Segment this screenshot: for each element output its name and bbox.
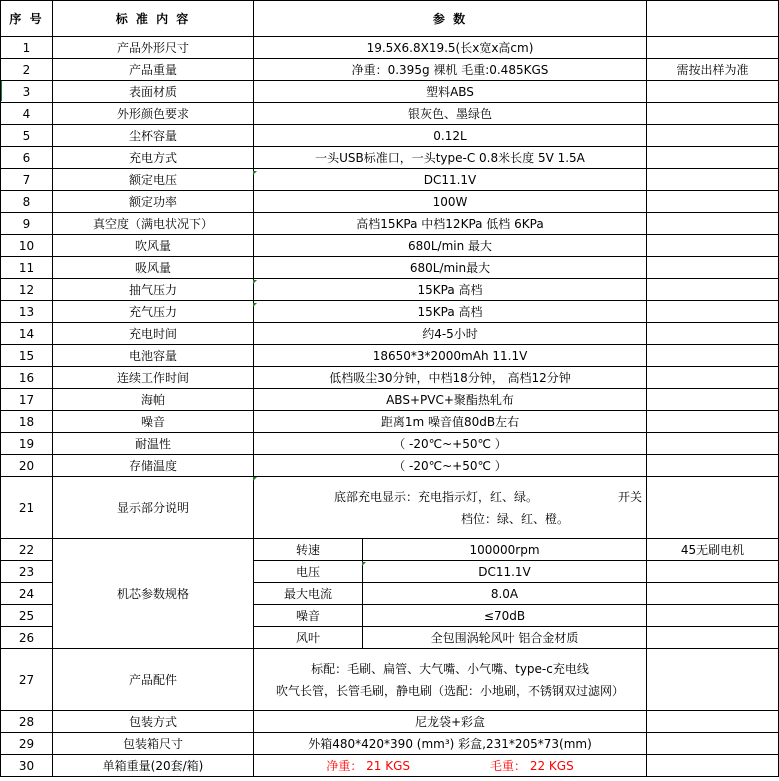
- row-number: 4: [1, 103, 53, 125]
- row-value: DC11.1V: [254, 169, 647, 191]
- row-value: 680L/min 最大: [254, 235, 647, 257]
- row-note: [647, 605, 779, 627]
- motor-label: 机芯参数规格: [53, 539, 254, 649]
- row-number: 26: [1, 627, 53, 649]
- row-value: 约4-5小时: [254, 323, 647, 345]
- motor-note: 45无刷电机: [647, 539, 779, 561]
- row-number: 2: [1, 59, 53, 81]
- motor-value: ≤70dB: [363, 605, 647, 627]
- spec-row: [1, 169, 779, 191]
- row-note: [647, 389, 779, 411]
- display-gear-text: 档位：绿、红、橙。: [460, 511, 569, 526]
- row-number: 7: [1, 169, 53, 191]
- row-number: 20: [1, 455, 53, 477]
- row-value: （ -20℃~+50℃ ）: [254, 455, 647, 477]
- row-number: 16: [1, 367, 53, 389]
- row-note: [647, 711, 779, 733]
- display-line-1: [254, 486, 646, 508]
- accessories-list: [254, 649, 647, 711]
- motor-value: 100000rpm: [363, 539, 647, 561]
- spec-row: [1, 37, 779, 59]
- row-number: 9: [1, 213, 53, 235]
- cell-marker-icon: [253, 303, 257, 307]
- net-weight: 净重： 21 KGS: [326, 758, 410, 773]
- row-note: [647, 191, 779, 213]
- row-value: 银灰色、墨绿色: [254, 103, 647, 125]
- row-number: 24: [1, 583, 53, 605]
- spec-row: [1, 103, 779, 125]
- motor-value: 8.0A: [363, 583, 647, 605]
- row-note: [647, 235, 779, 257]
- row-label: 单箱重量(20套/箱): [53, 755, 254, 777]
- motor-key: 噪音: [254, 605, 363, 627]
- motor-key: 风叶: [254, 627, 363, 649]
- display-switch-label: 开关: [617, 489, 642, 504]
- row-note: [647, 561, 779, 583]
- row-label: 充电时间: [53, 323, 254, 345]
- row-note: [647, 583, 779, 605]
- row-note: [647, 213, 779, 235]
- header-item: 标 准 内 容: [53, 1, 254, 37]
- row-number: 15: [1, 345, 53, 367]
- row-label: 吸风量: [53, 257, 254, 279]
- header-index: 序 号: [1, 1, 53, 37]
- row-label: 电池容量: [53, 345, 254, 367]
- motor-value: 全包围涡轮风叶 铝合金材质: [363, 627, 647, 649]
- spec-row: [1, 279, 779, 301]
- weight-values: [254, 755, 647, 777]
- row-value: 680L/min最大: [254, 257, 647, 279]
- row-label: 尘杯容量: [53, 125, 254, 147]
- packing-row: [1, 711, 779, 733]
- spec-row: [1, 367, 779, 389]
- row-label: 真空度（满电状况下）: [53, 213, 254, 235]
- accessories-row: [1, 649, 779, 711]
- header-note: [647, 1, 779, 37]
- row-note: [647, 323, 779, 345]
- row-label: 额定功率: [53, 191, 254, 213]
- row-note: [647, 257, 779, 279]
- row-number: 8: [1, 191, 53, 213]
- display-row: [1, 477, 779, 539]
- row-number: 12: [1, 279, 53, 301]
- row-label: 充气压力: [53, 301, 254, 323]
- motor-row: [1, 539, 779, 561]
- accessories-standard: 标配：毛刷、扁管、大气嘴、小气嘴、type-c充电线: [311, 661, 589, 676]
- row-value: ABS+PVC+聚酯热轧布: [254, 389, 647, 411]
- row-number: 27: [1, 649, 53, 711]
- gross-weight: 毛重： 22 KGS: [490, 758, 574, 773]
- row-label: 包装箱尺寸: [53, 733, 254, 755]
- row-note: [647, 367, 779, 389]
- row-note: [647, 169, 779, 191]
- row-note: [647, 81, 779, 103]
- row-number: 1: [1, 37, 53, 59]
- row-value: 净重：0.395g 裸机 毛重:0.485KGS: [254, 59, 647, 81]
- row-note: [647, 301, 779, 323]
- row-number: 21: [1, 477, 53, 539]
- row-label: 产品重量: [53, 59, 254, 81]
- row-value: 0.12L: [254, 125, 647, 147]
- row-value: 距离1m 噪音值80dB左右: [254, 411, 647, 433]
- row-value: （ -20℃~+50℃ ）: [254, 433, 647, 455]
- row-note: 需按出样为准: [647, 59, 779, 81]
- spec-row: [1, 301, 779, 323]
- row-number: 23: [1, 561, 53, 583]
- row-label: 连续工作时间: [53, 367, 254, 389]
- row-value: 18650*3*2000mAh 11.1V: [254, 345, 647, 367]
- row-number: 10: [1, 235, 53, 257]
- row-label: 抽气压力: [53, 279, 254, 301]
- header-params: 参 数: [254, 1, 647, 37]
- row-number: 19: [1, 433, 53, 455]
- row-label: 额定电压: [53, 169, 254, 191]
- spec-row: [1, 191, 779, 213]
- spec-row: [1, 323, 779, 345]
- row-note: [647, 649, 779, 711]
- spec-row: [1, 125, 779, 147]
- row-number: 29: [1, 733, 53, 755]
- row-value: 100W: [254, 191, 647, 213]
- spec-row: [1, 147, 779, 169]
- spec-row: [1, 411, 779, 433]
- row-note: [647, 147, 779, 169]
- row-note: [647, 345, 779, 367]
- row-label: 吹风量: [53, 235, 254, 257]
- row-note: [647, 125, 779, 147]
- spec-row: [1, 345, 779, 367]
- row-note: [647, 755, 779, 777]
- row-number: 11: [1, 257, 53, 279]
- spec-row: [1, 455, 779, 477]
- cell-marker-icon: [253, 171, 257, 175]
- row-label: 显示部分说明: [53, 477, 254, 539]
- row-note: [647, 279, 779, 301]
- row-value: 15KPa 高档: [254, 301, 647, 323]
- spec-row: [1, 257, 779, 279]
- spec-row: [1, 235, 779, 257]
- row-label: 外形颜色要求: [53, 103, 254, 125]
- row-note: [647, 627, 779, 649]
- row-value: 15KPa 高档: [254, 279, 647, 301]
- spec-row: [1, 389, 779, 411]
- motor-key: 转速: [254, 539, 363, 561]
- row-value: 尼龙袋+彩盒: [254, 711, 647, 733]
- row-note: [647, 433, 779, 455]
- row-number: 25: [1, 605, 53, 627]
- row-value: 高档15KPa 中档12KPa 低档 6KPa: [254, 213, 647, 235]
- row-number: 3: [1, 81, 53, 103]
- row-note: [647, 477, 779, 539]
- row-label: 存储温度: [53, 455, 254, 477]
- row-label: 充电方式: [53, 147, 254, 169]
- row-number: 13: [1, 301, 53, 323]
- row-number: 5: [1, 125, 53, 147]
- row-number: 22: [1, 539, 53, 561]
- cell-marker-icon: [253, 280, 257, 284]
- row-value: 一头USB标准口，一头type-C 0.8米长度 5V 1.5A: [254, 147, 647, 169]
- cell-marker-icon: [253, 477, 257, 481]
- row-number: 18: [1, 411, 53, 433]
- row-note: [647, 455, 779, 477]
- row-value: 塑料ABS: [254, 81, 647, 103]
- cell-marker-icon: [362, 562, 366, 566]
- motor-key: 最大电流: [254, 583, 363, 605]
- motor-key: 电压: [254, 561, 363, 583]
- row-label: 产品外形尺寸: [53, 37, 254, 59]
- display-line-2: [254, 508, 646, 530]
- display-description: [254, 477, 647, 539]
- motor-value: DC11.1V: [363, 561, 647, 583]
- row-value: 低档吸尘30分钟，中档18分钟， 高档12分钟: [254, 367, 647, 389]
- spec-row: [1, 213, 779, 235]
- row-number: 17: [1, 389, 53, 411]
- display-charge-text: 底部充电显示：充电指示灯，红、绿。: [333, 489, 538, 504]
- row-number: 6: [1, 147, 53, 169]
- row-label: 产品配件: [53, 649, 254, 711]
- header-row: [1, 1, 779, 37]
- spec-row: [1, 81, 779, 103]
- row-label: 耐温性: [53, 433, 254, 455]
- row-label: 包装方式: [53, 711, 254, 733]
- weight-row: [1, 755, 779, 777]
- row-label: 海帕: [53, 389, 254, 411]
- row-note: [647, 37, 779, 59]
- row-number: 28: [1, 711, 53, 733]
- accessories-extra: 吹气长管，长管毛刷，静电刷（选配：小地刷，不锈钢双过滤网）: [275, 683, 624, 698]
- packing-row: [1, 733, 779, 755]
- row-number: 14: [1, 323, 53, 345]
- row-note: [647, 733, 779, 755]
- row-value: 19.5X6.8X19.5(长x宽x高cm): [254, 37, 647, 59]
- row-note: [647, 411, 779, 433]
- row-note: [647, 103, 779, 125]
- spec-row: [1, 433, 779, 455]
- spec-row: [1, 59, 779, 81]
- row-label: 表面材质: [53, 81, 254, 103]
- row-number: 30: [1, 755, 53, 777]
- row-label: 噪音: [53, 411, 254, 433]
- row-value: 外箱480*420*390 (mm³) 彩盒,231*205*73(mm): [254, 733, 647, 755]
